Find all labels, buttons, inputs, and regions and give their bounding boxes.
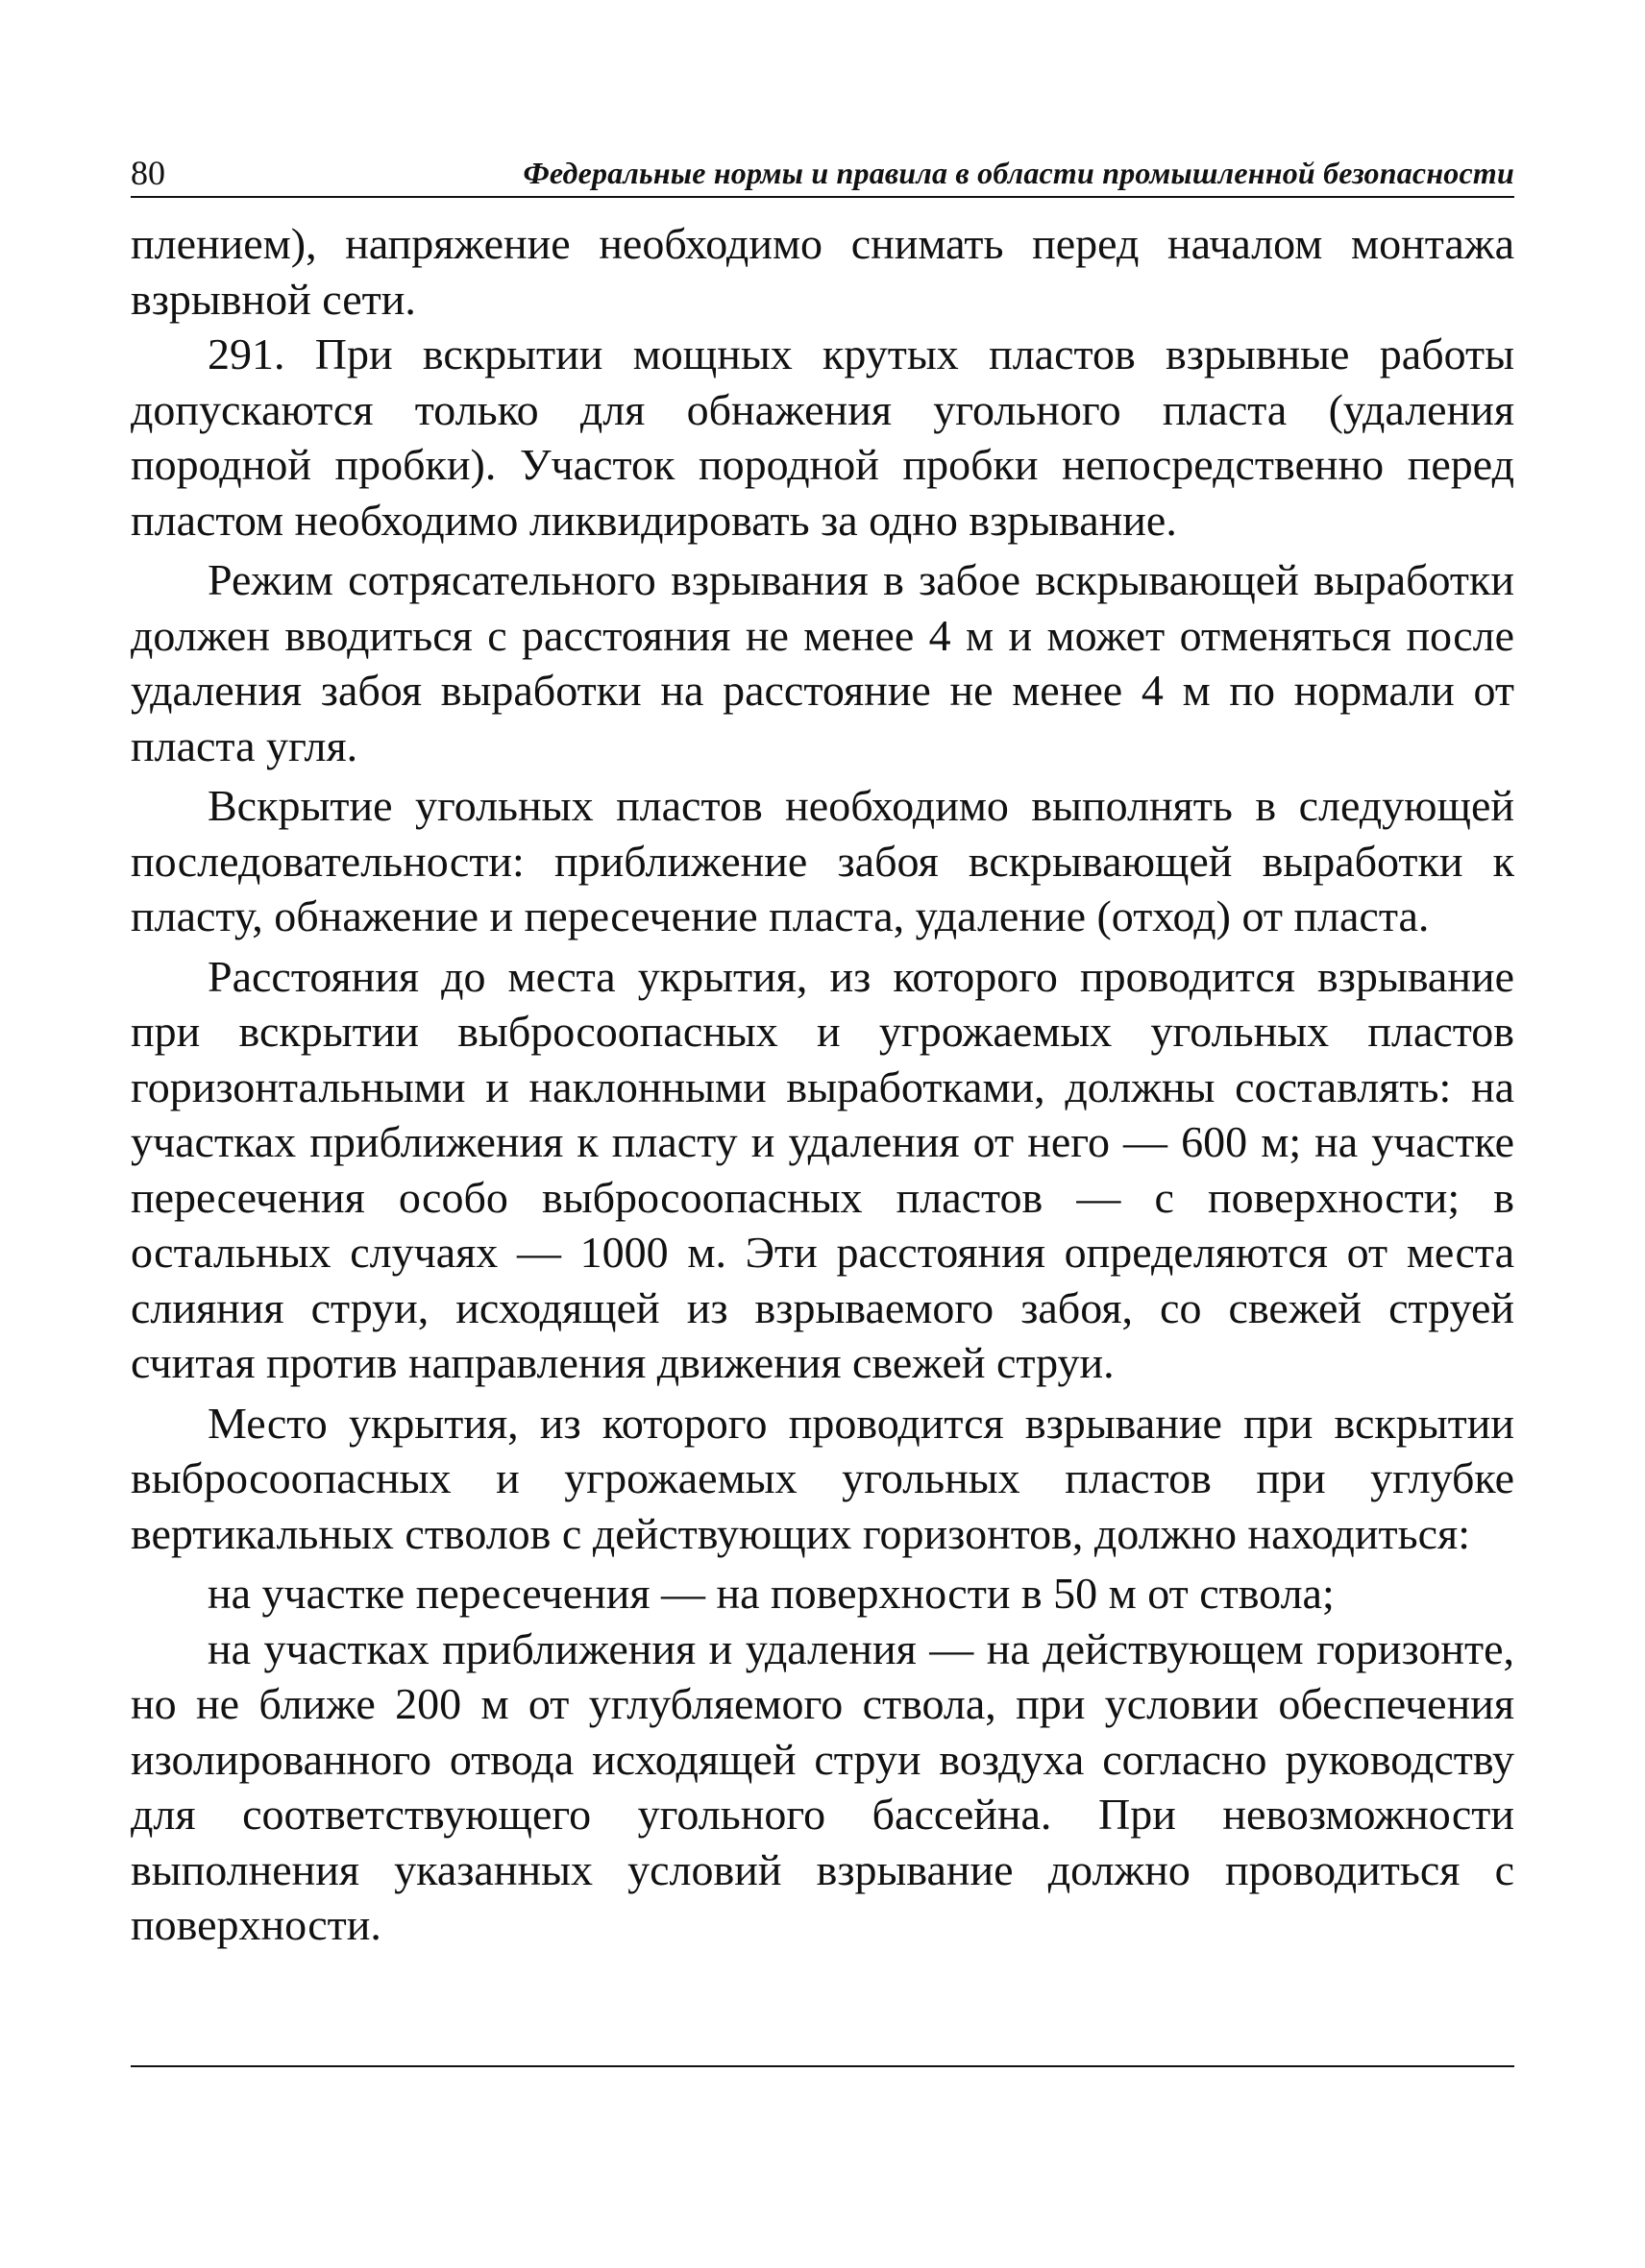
paragraph: на участке пересечения — на поверхности в 50 м от ствола; [208,1569,1335,1618]
paragraph: Место укрытия, из которого проводится взрывание при вскрытии выбросоопасных и угрожаемых угольных пластов при углубке вертикальных стволов с действующих горизонтов, должно находиться: [131,1398,1514,1558]
running-title: Федеральные нормы и правила в области промышленной безопасности [523,156,1514,190]
body-text [131,216,1514,1953]
paragraph-item-291: 291. При вскрытии мощных крутых пластов взрывные работы допускаются только для обнажения угольного пласта (удаления породной пробки). Участок породной пробки непосредственно перед пластом необходимо ликвидировать за одно взрывание. [131,329,1514,545]
page-header [131,144,1514,198]
paragraph: на участках приближения и удаления — на действующем горизонте, но не ближе 200 м от углубляемого ствола, при условии обеспечения изолированного отвода исходящей струи воздуха согласно руководству для соответствующего угольного бассейна. При невозможности выполнения указанных условий взрывание должно проводиться с поверхности. [131,1623,1514,1949]
paragraph: Режим сотрясательного взрывания в забое вскрывающей выработки должен вводиться с расстояния не менее 4 м и может отменяться после удаления забоя выработки на расстояние не менее 4 м по нормали от пласта угля. [131,555,1514,770]
paragraph: Вскрытие угольных пластов необходимо выполнять в следующей последовательности: приближение забоя вскрывающей выработки к пласту, обнажение и пересечение пласта, удаление (отход) от пласта. [131,781,1514,940]
page-number: 80 [131,154,165,192]
paragraph: Расстояния до места укрытия, из которого проводится взрывание при вскрытии выбросоопасных и угрожаемых угольных пластов горизонтальными и наклонными выработками, должны составлять: на участках приближения к пласту и удаления от него — 600 м; на участке пересечения особо выбросоопасных пластов — с поверхности; в остальных случаях — 1000 м. Эти расстояния определяются от места слияния струи, исходящей из взрываемого забоя, со свежей струей считая против направления движения свежей струи. [131,951,1514,1387]
footer-rule [131,2065,1514,2067]
paragraph-continuation: плением), напряжение необходимо снимать перед началом монтажа взрывной сети. [131,219,1514,324]
